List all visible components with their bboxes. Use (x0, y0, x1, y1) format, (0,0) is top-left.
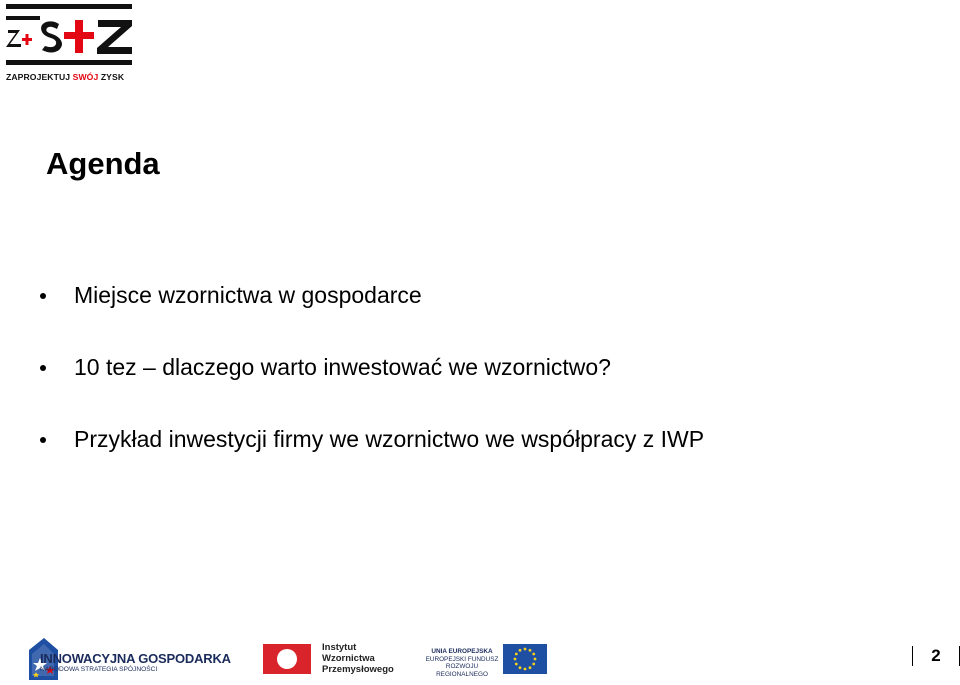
page-number: 2 (912, 646, 960, 666)
iwp-name: Instytut Wzornictwa Przemysłowego (322, 642, 394, 675)
bullet-icon (40, 293, 46, 299)
ig-title: INNOWACYJNA GOSPODARKA (40, 651, 231, 666)
brand-logo (4, 2, 134, 84)
bullet-icon (40, 365, 46, 371)
footer-logos (0, 632, 960, 685)
slide-title: Agenda (46, 146, 160, 181)
eu-flag-icon (503, 644, 547, 674)
ue-name: UNIA EUROPEJSKA EUROPEJSKI FUNDUSZ ROZWOJU REGIONALNEGO (425, 648, 499, 678)
zs-z-logo-icon (4, 2, 134, 72)
agenda-item: 10 tez – dlaczego warto inwestować we wzornictwo? (40, 352, 704, 388)
agenda-list (40, 280, 704, 496)
agenda-item: Miejsce wzornictwa w gospodarce (40, 280, 704, 316)
ig-subtitle: NARODOWA STRATEGIA SPÓJNOŚCI (40, 666, 158, 673)
bullet-icon (40, 437, 46, 443)
brand-tagline: ZAPROJEKTUJ SWÓJ ZYSK (6, 72, 125, 82)
iwp-logo-icon (263, 644, 311, 674)
agenda-item: Przykład inwestycji firmy we wzornictwo we współpracy z IWP (40, 424, 704, 460)
